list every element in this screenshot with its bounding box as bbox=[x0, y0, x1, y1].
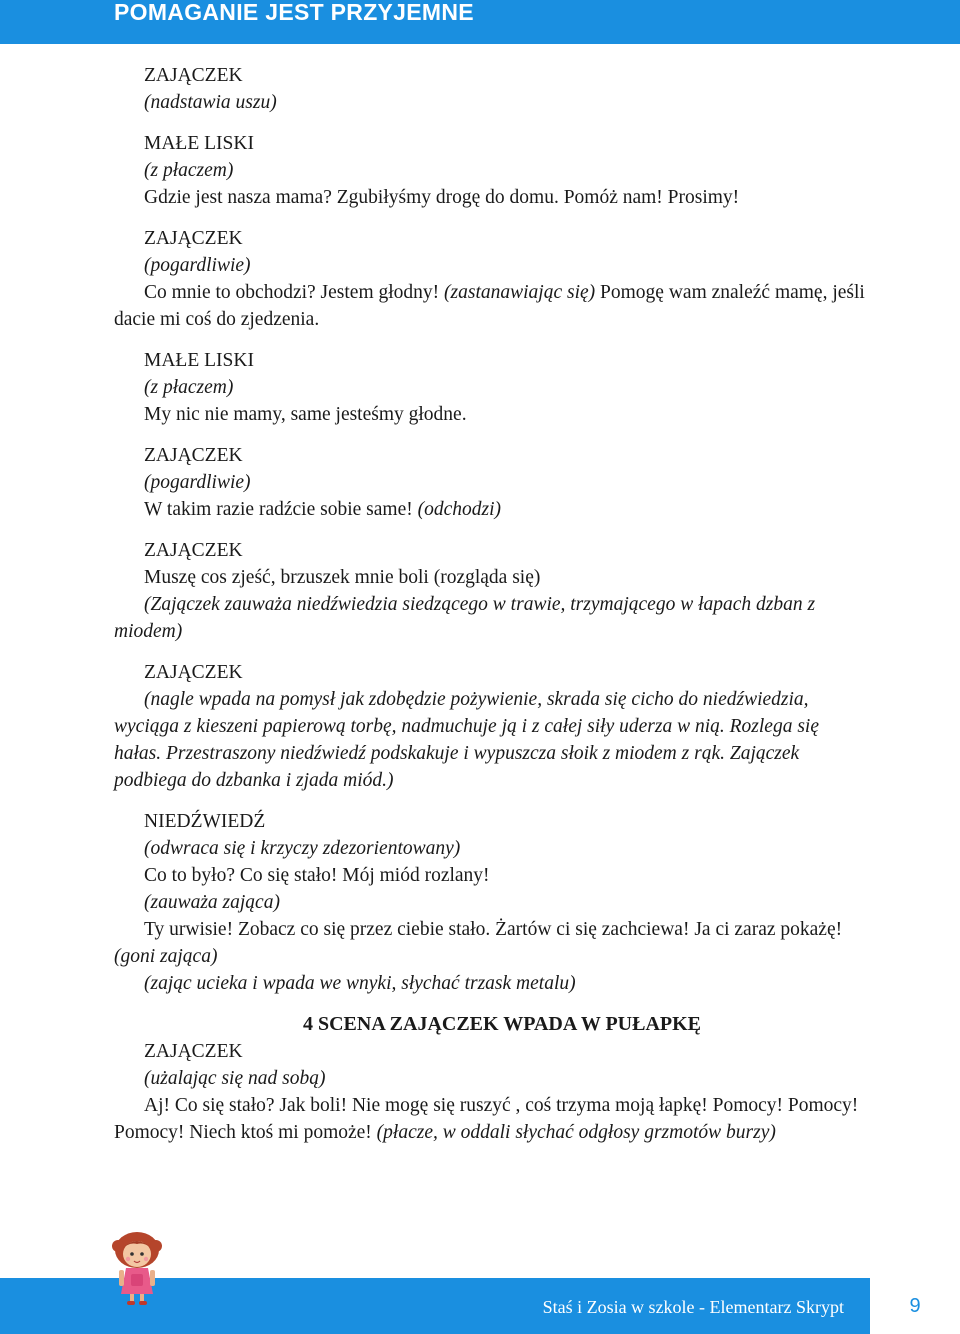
speaker: MAŁE LISKI bbox=[144, 133, 254, 154]
footer-title: Staś i Zosia w szkole - Elementarz Skrypt bbox=[542, 1297, 844, 1317]
stage-direction: (z płaczem) bbox=[144, 377, 234, 398]
dialogue-line: Ty urwisie! Zobacz co się przez ciebie stało. Żartów ci się zachciewa! Ja ci zaraz pokażę! bbox=[144, 919, 843, 940]
stage-direction: (Zajączek zauważa niedźwiedzia siedzącego w trawie, trzymającego w łapach dzban z miodem) bbox=[114, 594, 816, 642]
stage-direction: (zastanawiając się) bbox=[444, 282, 596, 303]
dialogue-line: My nic nie mamy, same jesteśmy głodne. bbox=[144, 404, 467, 425]
page-number: 9 bbox=[909, 1295, 921, 1317]
dialogue-block bbox=[114, 62, 870, 116]
girl-mascot-icon bbox=[108, 1230, 168, 1306]
dialogue-block bbox=[114, 225, 870, 333]
speaker: NIEDŹWIEDŹ bbox=[144, 811, 266, 832]
speaker: ZAJĄCZEK bbox=[144, 662, 243, 683]
dialogue-line: Gdzie jest nasza mama? Zgubiłyśmy drogę do domu. Pomóż nam! Prosimy! bbox=[144, 187, 740, 208]
dialogue-line: Co mnie to obchodzi? Jestem głodny! bbox=[144, 282, 445, 303]
dialogue-block bbox=[114, 808, 870, 997]
dialogue-block bbox=[114, 347, 870, 428]
speaker: ZAJĄCZEK bbox=[144, 1041, 243, 1062]
dialogue-block bbox=[114, 1038, 870, 1146]
stage-direction: (odwraca się i krzyczy zdezorientowany) bbox=[144, 838, 461, 859]
stage-direction: (zauważa zająca) bbox=[144, 892, 280, 913]
script-body bbox=[114, 62, 870, 1160]
scene-heading: 4 SCENA ZAJĄCZEK WPADA W PUŁAPKĘ bbox=[302, 1013, 702, 1035]
stage-direction: (zając ucieka i wpada we wnyki, słychać trzask metalu) bbox=[144, 973, 576, 994]
speaker: ZAJĄCZEK bbox=[144, 540, 243, 561]
stage-direction: (odchodzi) bbox=[417, 499, 501, 520]
speaker: ZAJĄCZEK bbox=[144, 65, 243, 86]
dialogue-block bbox=[114, 659, 870, 794]
dialogue-line: Aj! Co się stało? Jak boli! Nie mogę się ruszyć , coś trzyma moją łapkę! Pomocy! Pomocy! Pomocy! Niech ktoś mi pomoże! bbox=[114, 1095, 859, 1143]
stage-direction: (pogardliwie) bbox=[144, 255, 251, 276]
dialogue-line: W takim razie radźcie sobie same! bbox=[144, 499, 418, 520]
dialogue-block bbox=[114, 130, 870, 211]
stage-direction: (nadstawia uszu) bbox=[144, 92, 277, 113]
stage-direction: Przestraszony niedźwiedź podskakuje i wypuszcza słoik z miodem z rąk. Zajączek podbiega do dzbanka i zjada miód.) bbox=[114, 743, 800, 791]
stage-direction: (użalając się nad sobą) bbox=[144, 1068, 326, 1089]
dialogue-line: Muszę cos zjeść, brzuszek mnie boli (rozgląda się) bbox=[144, 567, 541, 588]
stage-direction: (z płaczem) bbox=[144, 160, 234, 181]
dialogue-line: Pomogę wam znaleźć mamę, jeśli dacie mi coś do zjedzenia. bbox=[114, 282, 865, 330]
stage-direction: (nagle wpada na pomysł jak zdobędzie pożywienie, skrada się cicho do niedźwiedzia, wyciąga z kieszeni papierową torbę, nadmuchuje ją i z całej siły uderza w nią. Rozlega się hałas. bbox=[114, 689, 819, 764]
speaker: ZAJĄCZEK bbox=[144, 228, 243, 249]
stage-direction: (pogardliwie) bbox=[144, 472, 251, 493]
dialogue-line: Co to było? Co się stało! Mój miód rozlany! bbox=[144, 865, 490, 886]
speaker: MAŁE LISKI bbox=[144, 350, 254, 371]
page-title: POMAGANIE JEST PRZYJEMNE bbox=[114, 0, 474, 25]
speaker: ZAJĄCZEK bbox=[144, 445, 243, 466]
dialogue-block bbox=[114, 442, 870, 523]
stage-direction: (płacze, w oddali słychać odgłosy grzmotów burzy) bbox=[376, 1122, 776, 1143]
dialogue-block bbox=[114, 537, 870, 645]
stage-direction: (goni zająca) bbox=[114, 946, 218, 967]
